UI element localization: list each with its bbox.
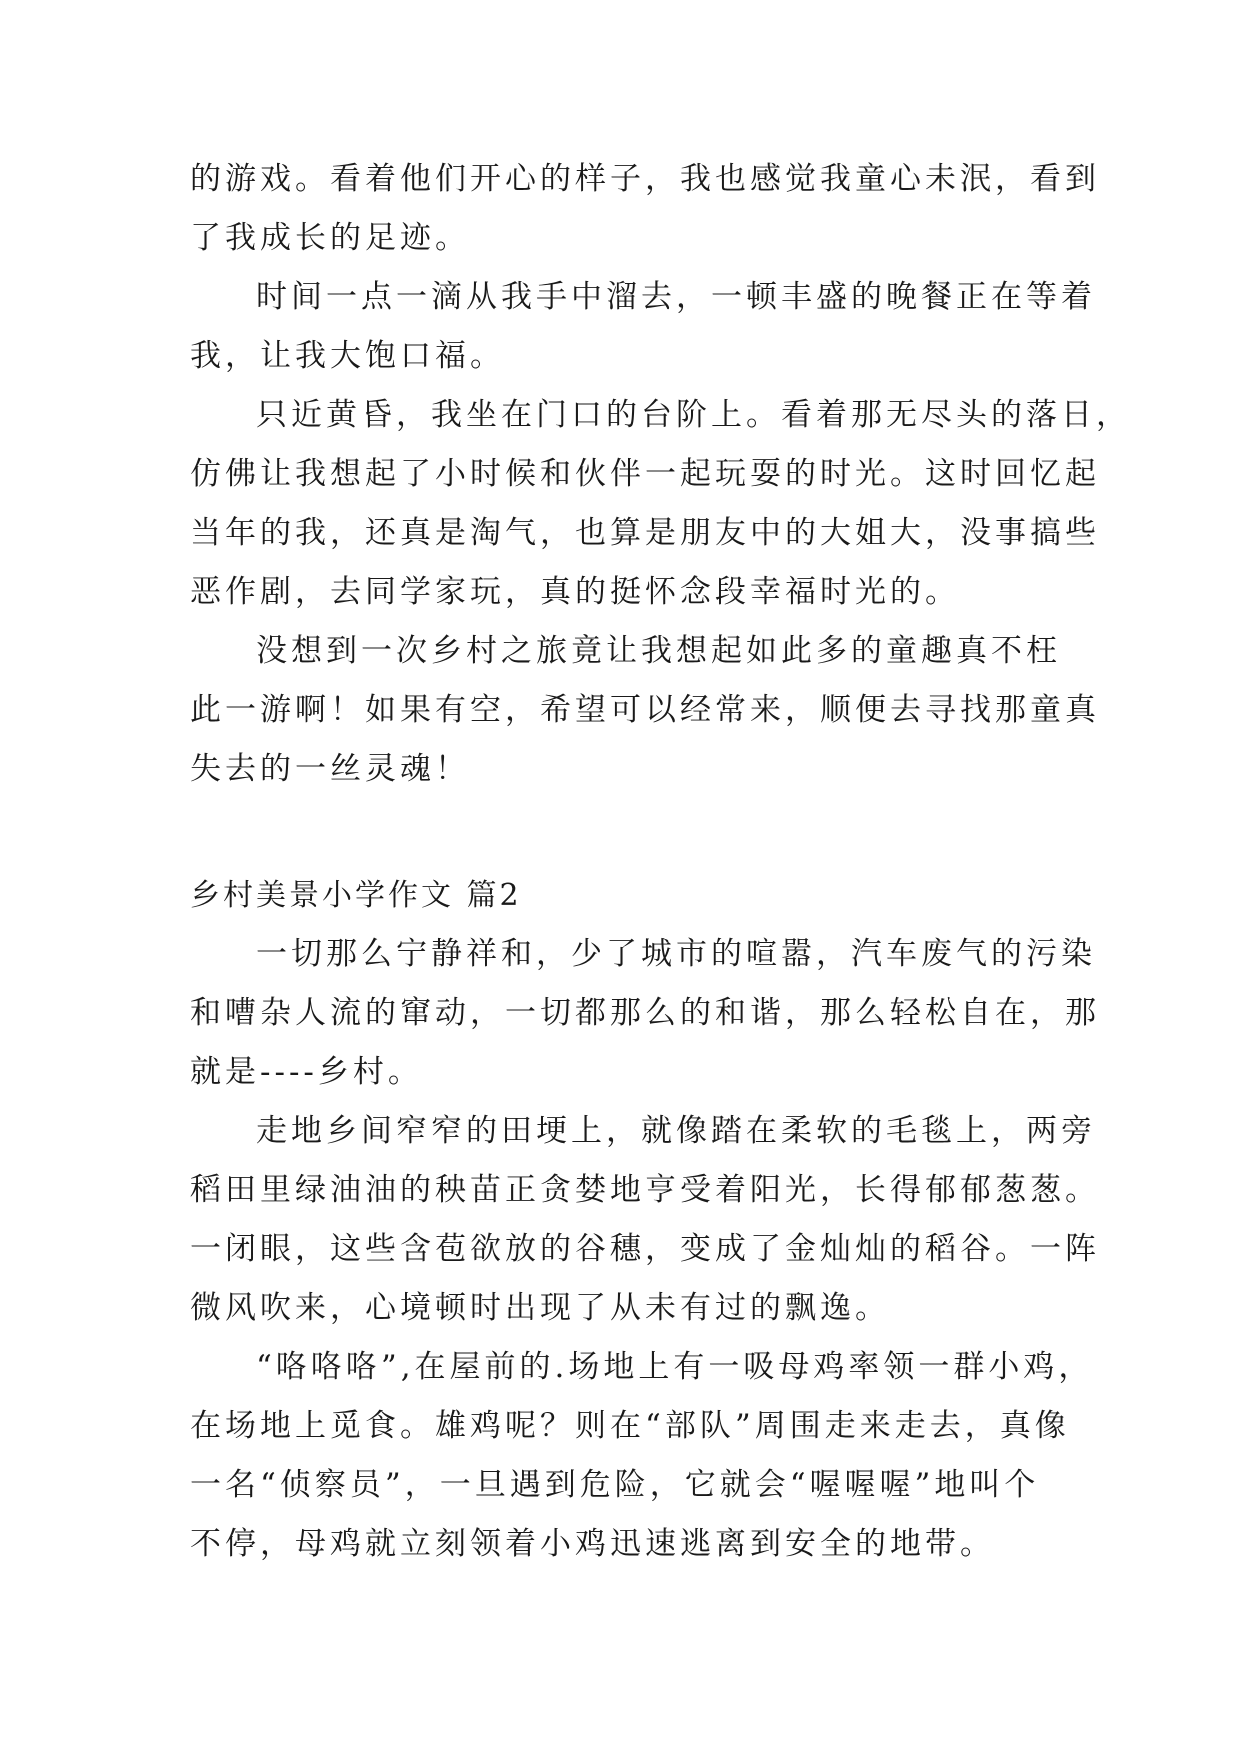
text-line: 就是----乡村。 [190, 1054, 423, 1090]
section-spacer [190, 799, 1070, 866]
paragraph [190, 268, 1096, 386]
text-line: 我，让我大饱口福。 [190, 338, 505, 374]
text-line: 当年的我，还真是淘气，也算是朋友中的大姐大，没事搞些 [190, 515, 1100, 551]
paragraph [190, 925, 1100, 1102]
paragraph [190, 150, 1100, 268]
text-line: 失去的一丝灵魂！ [190, 751, 470, 787]
text-line: 一名“侦察员”，一旦遇到危险，它就会“喔喔喔”地叫个 [190, 1467, 1040, 1503]
text-line: 稻田里绿油油的秧苗正贪婪地亨受着阳光，长得郁郁葱葱。 [190, 1172, 1100, 1208]
text-line: 的游戏。看着他们开心的样子，我也感觉我童心未泯，看到 [190, 161, 1100, 197]
text-line: 走地乡间窄窄的田埂上，就像踏在柔软的毛毯上，两旁 [256, 1113, 1096, 1149]
section-heading: 乡村美景小学作文 篇2 [190, 878, 522, 913]
text-line: 和嘈杂人流的窜动，一切都那么的和谐，那么轻松自在，那 [190, 995, 1100, 1031]
text-line: “咯咯咯”,在屋前的.场地上有一吸母鸡率领一群小鸡， [256, 1349, 1094, 1385]
paragraph [190, 386, 1131, 622]
paragraph [190, 1102, 1100, 1338]
text-line: 此一游啊！如果有空，希望可以经常来，顺便去寻找那童真 [190, 692, 1100, 728]
text-line: 微风吹来，心境顿时出现了从未有过的飘逸。 [190, 1290, 890, 1326]
document-page [190, 150, 1131, 1574]
text-line: 没想到一次乡村之旅竟让我想起如此多的童趣真不枉 [256, 633, 1061, 669]
text-line: 在场地上觅食。雄鸡呢？则在“部队”周围走来走去，真像 [190, 1408, 1070, 1444]
text-line: 不停，母鸡就立刻领着小鸡迅速逃离到安全的地带。 [190, 1526, 995, 1562]
text-line: 只近黄昏，我坐在门口的台阶上。看着那无尽头的落日， [256, 397, 1131, 433]
text-line: 仿佛让我想起了小时候和伙伴一起玩耍的时光。这时回忆起 [190, 456, 1100, 492]
paragraph [190, 622, 1100, 799]
text-line: 一闭眼，这些含苞欲放的谷穗，变成了金灿灿的稻谷。一阵 [190, 1231, 1100, 1267]
text-line: 一切那么宁静祥和，少了城市的喧嚣，汽车废气的污染 [256, 936, 1096, 972]
text-line: 了我成长的足迹。 [190, 220, 470, 256]
text-line: 时间一点一滴从我手中溜去，一顿丰盛的晚餐正在等着 [256, 279, 1096, 315]
text-line: 恶作剧，去同学家玩，真的挺怀念段幸福时光的。 [190, 574, 960, 610]
paragraph [190, 1338, 1094, 1574]
